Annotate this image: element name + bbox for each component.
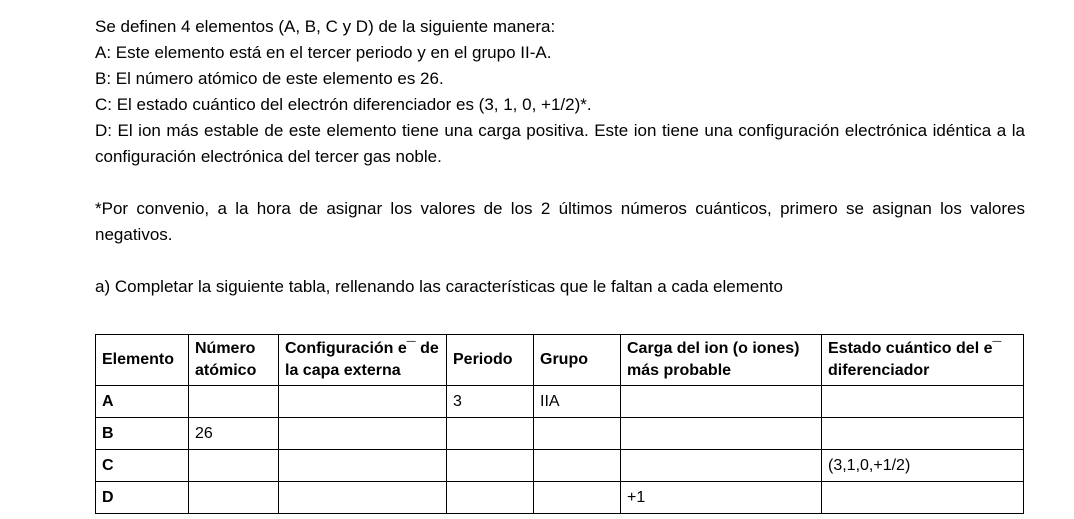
cell-carga-ion: +1 — [621, 482, 822, 514]
cell-configuracion[interactable] — [279, 386, 447, 418]
cell-numero-atomico[interactable] — [189, 386, 279, 418]
cell-elemento: A — [96, 386, 189, 418]
cell-periodo[interactable] — [447, 418, 534, 450]
cell-carga-ion[interactable] — [621, 450, 822, 482]
footnote: *Por convenio, a la hora de asignar los valores de los 2 últimos números cuánticos, primero se asignan los valores negativos. — [95, 199, 1025, 244]
cell-numero-atomico[interactable] — [189, 482, 279, 514]
definition-b: B: El número atómico de este elemento es 26. — [95, 69, 444, 88]
table-header-row — [96, 335, 1024, 386]
spacer — [95, 248, 1025, 274]
problem-statement — [95, 14, 1025, 300]
cell-configuracion[interactable] — [279, 450, 447, 482]
cell-elemento: C — [96, 450, 189, 482]
header-elemento: Elemento — [96, 335, 189, 386]
cell-estado-cuantico[interactable] — [822, 386, 1024, 418]
definition-c: C: El estado cuántico del electrón diferenciador es (3, 1, 0, +1/2)*. — [95, 95, 592, 114]
header-periodo: Periodo — [447, 335, 534, 386]
cell-numero-atomico: 26 — [189, 418, 279, 450]
cell-grupo[interactable] — [534, 482, 621, 514]
intro-text: Se definen 4 elementos (A, B, C y D) de la siguiente manera: — [95, 17, 556, 36]
cell-elemento: B — [96, 418, 189, 450]
header-estado-cuantico: Estado cuántico del e¯ diferenciador — [822, 335, 1024, 386]
table-row — [96, 482, 1024, 514]
cell-carga-ion[interactable] — [621, 418, 822, 450]
cell-periodo[interactable] — [447, 450, 534, 482]
table-row — [96, 386, 1024, 418]
definition-a: A: Este elemento está en el tercer periodo y en el grupo II-A. — [95, 43, 552, 62]
definition-d: D: El ion más estable de este elemento tiene una carga positiva. Este ion tiene una configuración electrónica idéntica a la configuración electrónica del tercer gas noble. — [95, 121, 1025, 166]
cell-estado-cuantico[interactable] — [822, 418, 1024, 450]
cell-estado-cuantico: (3,1,0,+1/2) — [822, 450, 1024, 482]
header-configuracion: Configuración e¯ de la capa externa — [279, 335, 447, 386]
cell-periodo: 3 — [447, 386, 534, 418]
cell-numero-atomico[interactable] — [189, 450, 279, 482]
header-numero-atomico: Número atómico — [189, 335, 279, 386]
cell-estado-cuantico[interactable] — [822, 482, 1024, 514]
cell-configuracion[interactable] — [279, 482, 447, 514]
task-text: a) Completar la siguiente tabla, rellenando las características que le faltan a cada elemento — [95, 277, 783, 296]
table-row — [96, 450, 1024, 482]
cell-configuracion[interactable] — [279, 418, 447, 450]
cell-grupo[interactable] — [534, 450, 621, 482]
cell-grupo[interactable] — [534, 418, 621, 450]
cell-periodo[interactable] — [447, 482, 534, 514]
cell-grupo: IIA — [534, 386, 621, 418]
elements-table — [95, 334, 1024, 514]
header-carga-ion: Carga del ion (o iones) más probable — [621, 335, 822, 386]
cell-elemento: D — [96, 482, 189, 514]
cell-carga-ion[interactable] — [621, 386, 822, 418]
spacer — [95, 170, 1025, 196]
table-row — [96, 418, 1024, 450]
header-grupo: Grupo — [534, 335, 621, 386]
